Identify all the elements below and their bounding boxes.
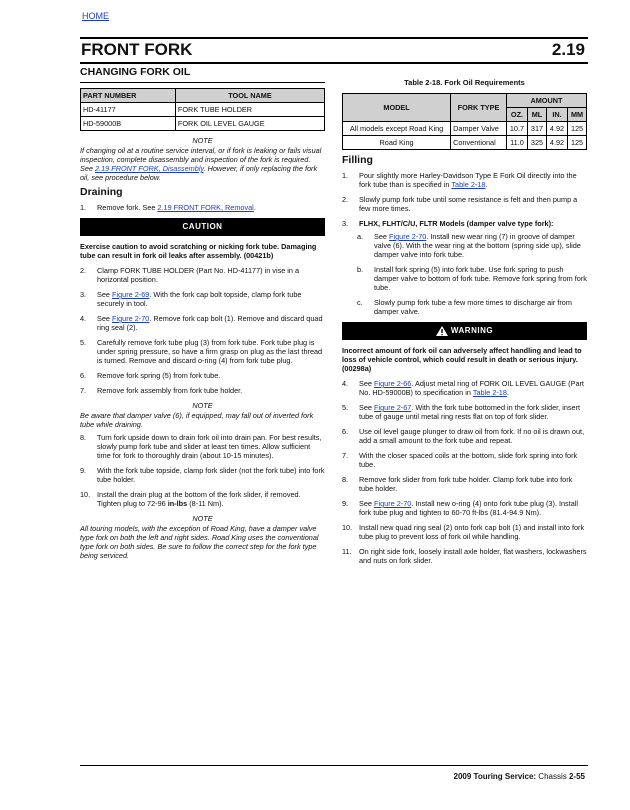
in-cell: 4.92	[546, 136, 567, 150]
unit-in: IN.	[546, 108, 567, 122]
tool-table	[80, 88, 325, 131]
table-link[interactable]: Table 2-18	[451, 180, 486, 189]
caution-label: CAUTION	[182, 222, 223, 231]
note-title: NOTE	[192, 136, 213, 145]
table-caption: Table 2-18. Fork Oil Requirements	[404, 78, 525, 87]
oz-cell: 11.0	[506, 136, 527, 150]
figure-link[interactable]: Figure 2-70	[374, 499, 412, 508]
unit-mm: MM	[568, 108, 587, 122]
table-row	[343, 136, 587, 150]
figure-link[interactable]: Figure 2-70	[389, 232, 427, 241]
tool-header-name: TOOL NAME	[175, 89, 324, 103]
table-link[interactable]: Table 2-18	[472, 388, 507, 397]
list-item: b. Install fork spring (5) into fork tube. Use fork spring to push damper valve to bottom of fork tube. Remove fork spring from fork tube.	[357, 265, 587, 292]
warning-label: WARNING	[450, 326, 494, 335]
list-item: 1. Remove fork. See 2.19 FRONT FORK, Removal.	[80, 203, 256, 212]
heading-rule	[80, 82, 325, 83]
list-item: 7. With the closer spaced coils at the bottom, slide fork spring into fork tube.	[342, 451, 578, 469]
list-item: 6. Use oil level gauge plunger to draw oil from fork. If no oil is drawn out, add a small amount to the fork tube and repeat.	[342, 427, 585, 445]
filling-heading: Filling	[342, 154, 373, 166]
warning-banner	[342, 322, 587, 340]
table-row	[81, 103, 325, 117]
mm-cell: 125	[568, 136, 587, 150]
page-footer	[454, 772, 586, 781]
unit-oz: OZ.	[506, 108, 527, 122]
type-cell: Damper Valve	[451, 122, 507, 136]
list-item: 6. Remove fork spring (5) from fork tube.	[80, 371, 221, 380]
header-fork-type: FORK TYPE	[451, 94, 507, 122]
note-text: All touring models, with the exception of Road King, have a damper valve type fork on both the left and right sides. Road King uses the conventional type fork on both sides. Be sure to follow the correct step for the fork type being serviced.	[80, 524, 319, 560]
in-cell: 4.92	[546, 122, 567, 136]
section-title: FRONT FORK	[81, 40, 193, 59]
list-item: 1. Pour slightly more Harley-Davidson Type E Fork Oil directly into the fork tube than is specified in Table 2-18.	[342, 171, 577, 189]
caution-text: Exercise caution to avoid scratching or nicking fork tube. Damaging tube can result in fork oil leaks after assembly. (00421b)	[80, 242, 317, 260]
list-item: 3. FLHX, FLHT/C/U, FLTR Models (damper valve type fork):	[342, 219, 554, 228]
figure-link[interactable]: Figure 2-67	[374, 403, 412, 412]
list-item: 7. Remove fork assembly from fork tube holder.	[80, 386, 243, 395]
tool-header-part: PART NUMBER	[81, 89, 176, 103]
mm-cell: 125	[568, 122, 587, 136]
list-item: 4. See Figure 2-70. Remove fork cap bolt (1). Remove and discard quad ring seal (2).	[80, 314, 323, 332]
tool-part-cell: HD-41177	[81, 103, 176, 117]
note-title: NOTE	[192, 514, 213, 523]
warning-text: Incorrect amount of fork oil can adversely affect handling and lead to loss of vehicle control, which could result in death or serious injury. (00298a)	[342, 346, 582, 373]
draining-heading: Draining	[80, 186, 123, 198]
removal-link[interactable]: 2.19 FRONT FORK, Removal	[157, 203, 254, 212]
list-item: 2. Clamp FORK TUBE HOLDER (Part No. HD-41177) in vise in a horizontal position.	[80, 266, 300, 284]
changing-fork-oil-heading: CHANGING FORK OIL	[80, 66, 191, 78]
header-amount: AMOUNT	[506, 94, 586, 108]
disassembly-link[interactable]: 2.19 FRONT FORK, Disassembly	[95, 164, 204, 173]
tool-name-cell: FORK OIL LEVEL GAUGE	[175, 117, 324, 131]
note-text: If changing oil at a routine service interval, or if fork is leaking or fails visual inspection, complete disassembly and inspection of the fork is required. See 2.19 FRONT FORK, Disassembly. However, if only replacing the fork oil, see procedure below.	[80, 146, 322, 182]
fork-oil-table	[342, 93, 587, 150]
header-model: MODEL	[343, 94, 451, 122]
header-rule-bottom	[80, 62, 588, 64]
tool-part-cell: HD-59000B	[81, 117, 176, 131]
tool-name-cell: FORK TUBE HOLDER	[175, 103, 324, 117]
list-item: 8. Turn fork upside down to drain fork oil into drain pan. For best results, slowly pump fork tube and slider at least ten times. Allow sufficient time for fork to thoroughly drain (about 10-15 minutes).	[80, 433, 322, 460]
footer-rule	[80, 765, 588, 766]
figure-link[interactable]: Figure 2-69	[112, 290, 150, 299]
section-number: 2.19	[551, 40, 585, 59]
oz-cell: 10.7	[506, 122, 527, 136]
ml-cell: 317	[528, 122, 547, 136]
left-column	[80, 68, 325, 564]
footer-service: 2009 Touring Service:	[453, 772, 537, 781]
ml-cell: 325	[528, 136, 547, 150]
list-item: 8. Remove fork slider from fork tube holder. Clamp fork tube into fork tube holder.	[342, 475, 573, 493]
model-cell: All models except Road King	[343, 122, 451, 136]
footer-page: 2-55	[568, 772, 585, 781]
figure-link[interactable]: Figure 2-70	[112, 314, 150, 323]
caution-banner	[80, 218, 325, 236]
table-row	[343, 122, 587, 136]
list-item: 10. Install new quad ring seal (2) onto fork cap bolt (1) and install into fork tube plug to prevent loss of fork oil while handling.	[342, 523, 585, 541]
list-item: c. Slowly pump fork tube a few more times to discharge air from damper valve.	[357, 298, 572, 316]
list-item: 5. Carefully remove fork tube plug (3) from fork tube. Fork tube plug is under spring pressure, so have a firm grasp on plug as the last thread is turned. Remove and discard o-ring (4) from fork tube plug.	[80, 338, 323, 365]
list-item: 3. See Figure 2-69. With the fork cap bolt topside, clamp fork tube securely in tool.	[80, 290, 302, 308]
list-item: 11. On right side fork, loosely install axle holder, flat washers, lockwashers and nuts on fork slider.	[342, 547, 587, 565]
list-item: 10. Install the drain plug at the bottom of the fork slider, if removed. Tighten plug to 72-96 in-lbs (8-11 Nm).	[80, 490, 301, 508]
unit-ml: ML	[528, 108, 547, 122]
right-column	[342, 78, 587, 571]
warning-icon	[436, 326, 448, 336]
model-cell: Road King	[343, 136, 451, 150]
list-item: 4. See Figure 2-66. Adjust metal ring of FORK OIL LEVEL GAUGE (Part No. HD-59000B) to specification in Table 2-18.	[342, 379, 584, 397]
footer-chapter: Chassis	[538, 772, 567, 781]
home-link[interactable]: HOME	[82, 11, 109, 21]
list-item: 9. See Figure 2-70. Install new o-ring (4) onto fork tube plug (3). Install fork tube plug and tighten to 60-70 ft-lbs (81.4-94.9 Nm).	[342, 499, 579, 517]
table-row	[81, 117, 325, 131]
list-item: 9. With the fork tube topside, clamp fork slider (not the fork tube) into fork tube holder.	[80, 466, 325, 484]
list-item: 2. Slowly pump fork tube until some resistance is felt and then pump a few more times.	[342, 195, 578, 213]
type-cell: Conventional	[451, 136, 507, 150]
figure-link[interactable]: Figure 2-66	[374, 379, 412, 388]
note-title: NOTE	[192, 401, 213, 410]
note-text: Be aware that damper valve (6), if equipped, may fall out of inverted fork tube while draining.	[80, 411, 314, 429]
header-rule	[80, 37, 588, 39]
list-item: 5. See Figure 2-67. With the fork tube bottomed in the fork slider, insert tube of gauge until metal ring rests flat on top of fork slider.	[342, 403, 581, 421]
list-item: a. See Figure 2-70. Install new wear ring (7) in groove of damper valve (6). With the wear ring at the bottom (spring side up), slide damper valve into fork tube.	[357, 232, 581, 259]
